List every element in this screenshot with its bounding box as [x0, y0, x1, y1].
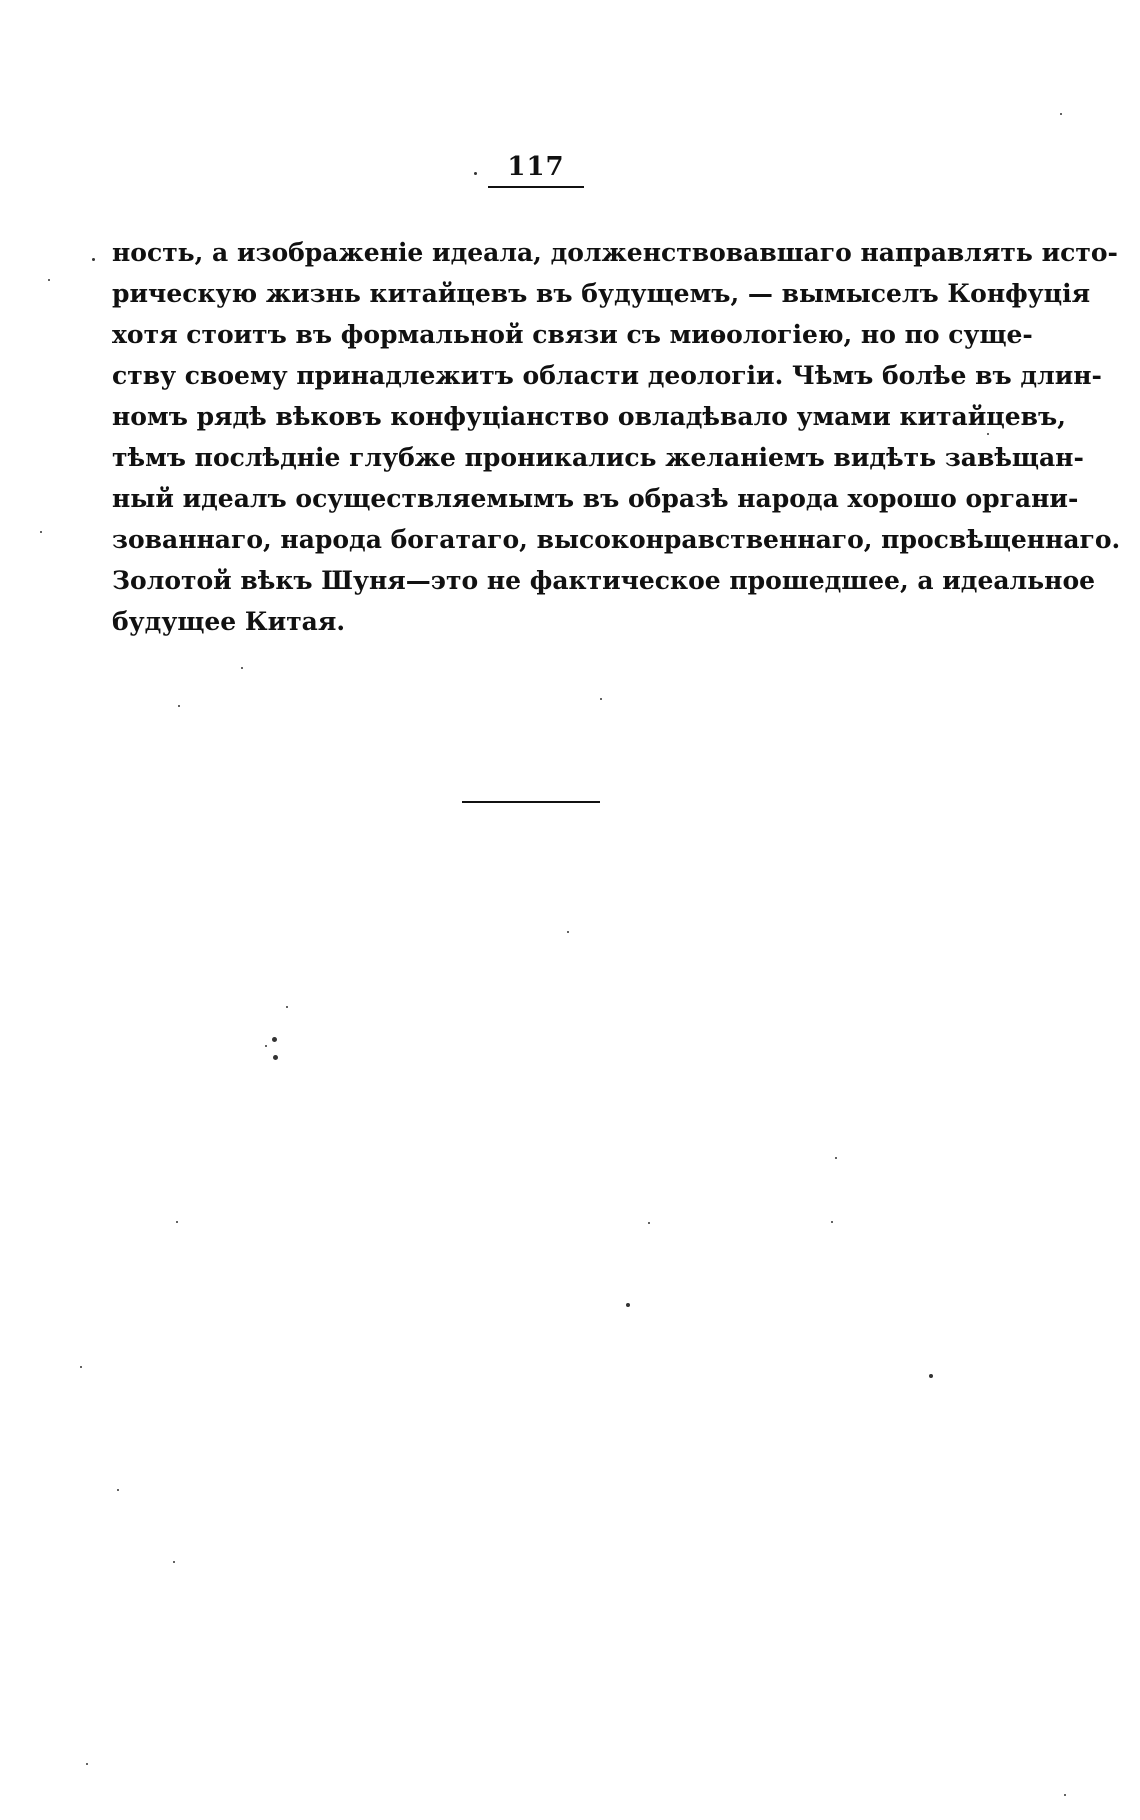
scan-speck [474, 172, 477, 175]
scan-speck [987, 433, 989, 435]
text-line: Золотой вѣкъ Шуня—это не фактическое прошедшее, а идеальное [112, 566, 1096, 595]
text-line: тѣмъ послѣдніе глубже проникались желаніемъ видѣть завѣщан- [112, 443, 1084, 472]
text-line: будущее Китая. [112, 607, 346, 636]
text-line: рическую жизнь китайцевъ въ будущемъ, — вымыселъ Конфуція [112, 279, 1091, 308]
scan-speck [40, 531, 42, 533]
scan-speck [600, 698, 602, 700]
text-line: ству своему принадлежитъ области деологіи. Чѣмъ болѣе въ длин- [112, 361, 1102, 390]
scan-speck [241, 667, 243, 669]
body-text [112, 232, 1121, 642]
text-line: хотя стоитъ въ формальной связи съ миѳологіею, но по суще- [112, 320, 1033, 349]
section-end-rule [462, 801, 600, 803]
scan-speck [626, 1303, 630, 1307]
scan-speck [272, 1037, 277, 1042]
scan-speck [92, 258, 95, 261]
page-number: 117 [488, 152, 584, 188]
scan-speck [929, 1374, 933, 1378]
scan-speck [265, 1045, 267, 1047]
scan-speck [178, 705, 180, 707]
scan-speck [117, 1489, 119, 1491]
scan-speck [835, 1157, 837, 1159]
scan-speck [80, 1366, 82, 1368]
scan-speck [48, 279, 50, 281]
scan-speck [173, 1561, 175, 1563]
scan-speck [86, 1763, 88, 1765]
scan-speck [1064, 1794, 1066, 1796]
scan-speck [1060, 113, 1062, 115]
scan-speck [567, 931, 569, 933]
scan-speck [286, 1006, 288, 1008]
text-line: номъ рядѣ вѣковъ конфуціанство овладѣвало умами китайцевъ, [112, 402, 1066, 431]
text-line: зованнаго, народа богатаго, высоконравственнаго, просвѣщеннаго. [112, 525, 1121, 554]
scan-speck [273, 1055, 278, 1060]
scan-speck [648, 1222, 650, 1224]
scan-speck [176, 1221, 178, 1223]
text-line: ность, а изображеніе идеала, долженствовавшаго направлять исто- [112, 238, 1118, 267]
scan-speck [831, 1221, 833, 1223]
text-line: ный идеалъ осуществляемымъ въ образѣ народа хорошо органи- [112, 484, 1079, 513]
